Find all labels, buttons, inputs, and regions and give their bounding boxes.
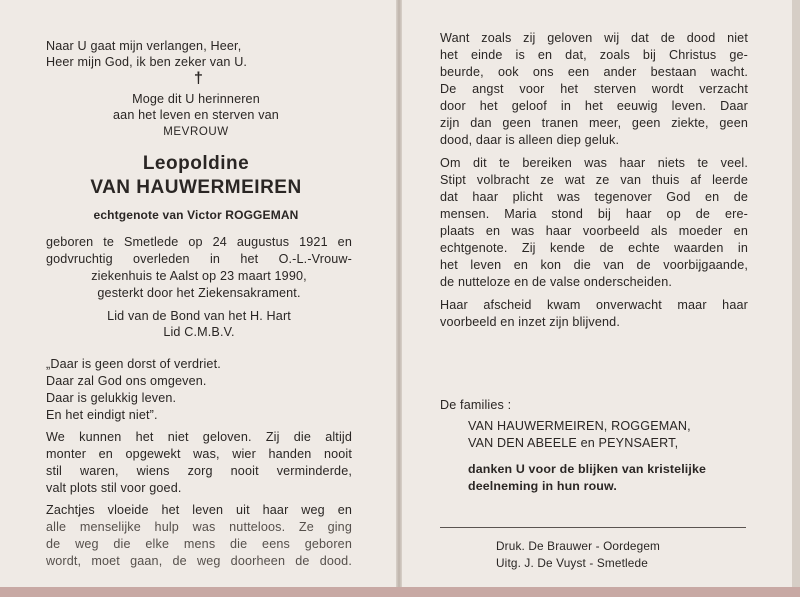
right-para2-line-7: het leven en kon die van de voorbijgaande,	[440, 258, 748, 272]
right-para2-line-4: mensen. Maria stond bij haar op de ere-	[440, 207, 748, 221]
para1-line-3: stil waren, wiens zorg nooit verminderde,	[46, 464, 352, 478]
bio-line-4: gesterkt door het Ziekensakrament.	[97, 286, 301, 300]
printer-divider	[440, 527, 746, 528]
quote-line-1: „Daar is geen dorst of verdriet.	[46, 357, 221, 371]
para2-line-3: de weg die elke mens die eens geboren	[46, 537, 352, 551]
quote-line-2: Daar zal God ons omgeven.	[46, 374, 207, 388]
families-line-1: VAN HAUWERMEIREN, ROGGEMAN,	[468, 419, 691, 433]
right-para3-line-1: Haar afscheid kwam onverwacht maar haar	[440, 298, 748, 312]
right-para2-line-1: Om dit te bereiken was haar niets te veel.	[440, 156, 748, 170]
right-para1-line-6: zijn dan geen tranen meer, geen ziekte, geen	[440, 116, 748, 130]
membership-line-1: Lid van de Bond van het H. Hart	[107, 309, 291, 323]
intro-line-1: Moge dit U herinneren	[132, 92, 260, 106]
spouse-line: echtgenote van Victor ROGGEMAN	[93, 208, 299, 222]
thanks-line-2: deelneming in hun rouw.	[468, 479, 617, 493]
right-para1-line-3: beurde, ook ons een ander bestaan wacht.	[440, 65, 748, 79]
para1-line-2: monter en opgewekt was, wier handen nooit	[46, 447, 352, 461]
bio-line-2: godvruchtig overleden in het O.-L.-Vrouw-	[46, 252, 352, 266]
bio-line-1: geboren te Smetlede op 24 augustus 1921 en	[46, 235, 352, 249]
left-page	[0, 0, 396, 597]
right-para2-line-8: de nutteloze en de valse onderscheiden.	[440, 275, 673, 289]
para1-line-1: We kunnen het niet geloven. Zij die altijd	[46, 430, 352, 444]
para1-line-4: valt plots stil voor goed.	[46, 481, 182, 495]
right-para1-line-2: het einde is en dat, zoals bij Christus ge-	[440, 48, 748, 62]
right-para1-line-4: De angst voor het sterven wordt verzacht	[440, 82, 748, 96]
honorific: MEVROUW	[163, 126, 229, 138]
printer-line-2: Uitg. J. De Vuyst - Smetlede	[496, 556, 648, 570]
para2-line-4: wordt, moet gaan, de weg doorheen de dood.	[46, 554, 352, 568]
right-para1-line-7: dood, daar is alleen diep geluk.	[440, 133, 620, 147]
quote-line-3: Daar is gelukkig leven.	[46, 391, 177, 405]
card-edge-right	[792, 0, 800, 597]
cross-icon: †	[194, 70, 203, 87]
families-label: De families :	[440, 398, 512, 412]
right-para2-line-3: dat haar plicht was tegenover God en de	[440, 190, 748, 204]
quote-line-4: En het eindigt niet”.	[46, 408, 158, 422]
right-para1-line-1: Want zoals zij geloven wij dat de dood niet	[440, 31, 748, 45]
right-para1-line-5: door het geloof in het eeuwig leven. Daar	[440, 99, 748, 113]
verse-line-1: Naar U gaat mijn verlangen, Heer,	[46, 39, 242, 53]
card-edge-bottom	[0, 587, 800, 597]
para2-line-2: alle menselijke hulp was nutteloos. Ze ging	[46, 520, 352, 534]
right-para3-line-2: voorbeeld en inzet zijn blijvend.	[440, 315, 620, 329]
para2-line-1: Zachtjes vloeide het leven uit haar weg en	[46, 503, 352, 517]
first-name: Leopoldine	[142, 153, 250, 174]
membership-line-2: Lid C.M.B.V.	[163, 325, 235, 339]
verse-line-2: Heer mijn God, ik ben zeker van U.	[46, 55, 248, 69]
thanks-line-1: danken U voor de blijken van kristelijke	[468, 462, 707, 476]
right-para2-line-5: plaats en was haar voorbeeld als moeder en	[440, 224, 748, 238]
right-para2-line-6: echtgenote. Zij kende de echte waarden in	[440, 241, 748, 255]
printer-line-1: Druk. De Brauwer - Oordegem	[496, 539, 661, 553]
bio-line-3: ziekenhuis te Aalst op 23 maart 1990,	[91, 269, 307, 283]
families-line-2: VAN DEN ABEELE en PEYNSAERT,	[468, 436, 679, 450]
right-para2-line-2: Stipt volbracht ze wat ze van thuis af leerde	[440, 173, 748, 187]
intro-line-2: aan het leven en sterven van	[113, 108, 279, 122]
last-name: VAN HAUWERMEIREN	[90, 177, 302, 198]
